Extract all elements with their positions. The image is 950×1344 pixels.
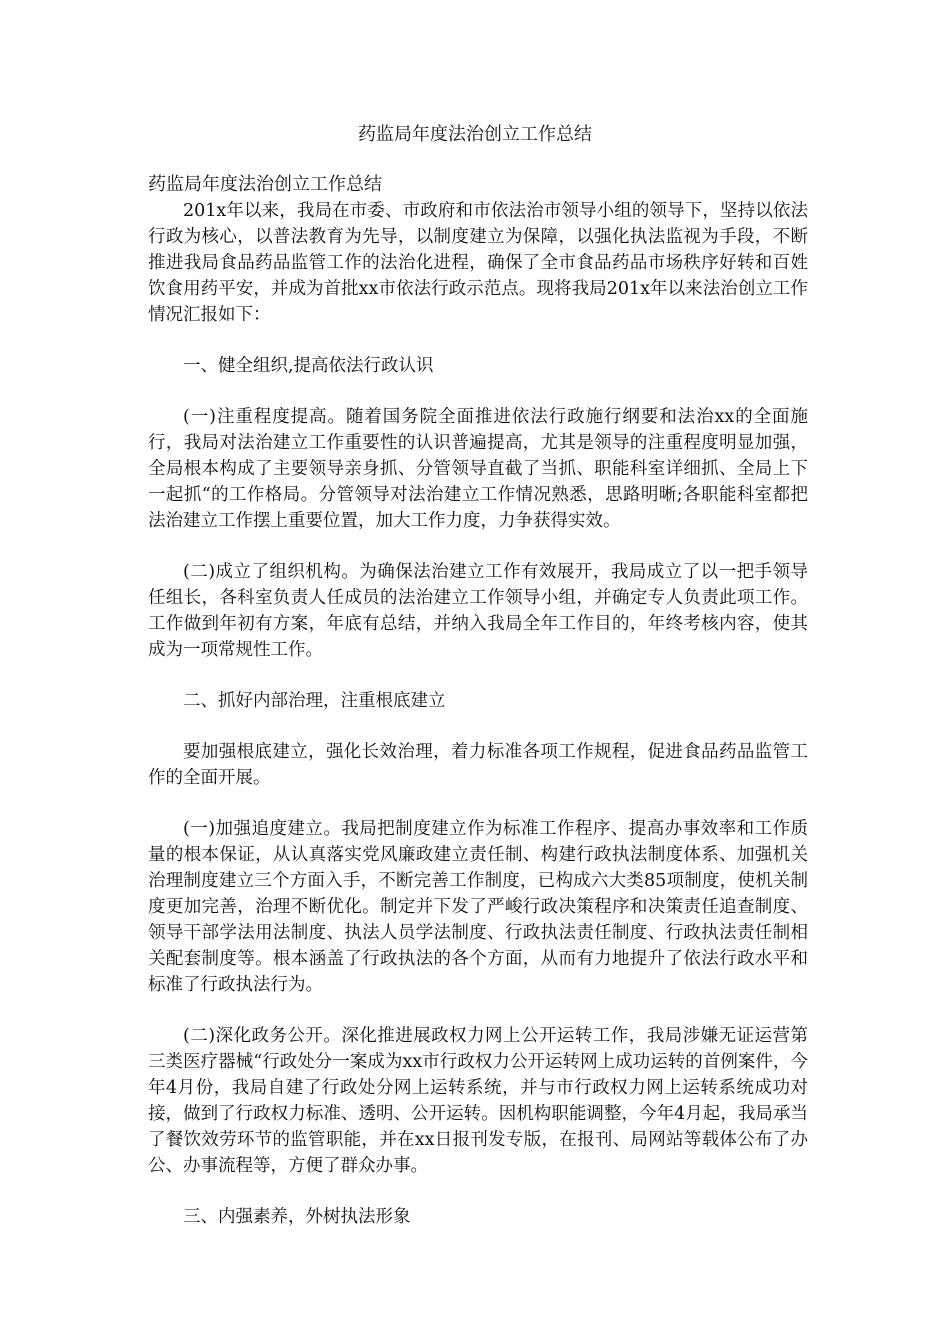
section-2-paragraph-2: (二)深化政务公开。深化推进展政权力网上公开运转工作，我局涉嫌无证运营第三类医疗器械“行政处分一案成为xx市行政权力公开运转网上成功运转的首例案件，今年4月份，我局自建了行政处分网上运转系统，并与市行政权力网上运转系统成功对接，做到了行政权力标准、透明、公开运转。因机构职能调整，今年4月起，我局承当了餐饮效劳环节的监管职能，并在xx日报刊发专版，在报刊、局网站等载体公布了办公、办事流程等，方便了群众办事。 (148, 1026, 808, 1176)
document-body (148, 172, 808, 1255)
section-1-heading: 一、健全组织,提高依法行政认识 (183, 356, 434, 376)
section-1-paragraph-2: (二)成立了组织机构。为确保法治建立工作有效展开，我局成立了以一把手领导任组长，各科室负责人任成员的法治建立工作领导小组，并确定专人负责此项工作。工作做到年初有方案，年底有总结，并纳入我局全年工作目的，年终考核内容，使其成为一项常规性工作。 (148, 562, 808, 660)
section-2-intro: 要加强根底建立，强化长效治理，着力标准各项工作规程，促进食品药品监管工作的全面开展。 (148, 742, 808, 788)
intro-paragraph: 201x年以来，我局在市委、市政府和市依法治市领导小组的领导下，坚持以依法行政为核心，以普法教育为先导，以制度建立为保障，以强化执法监视为手段，不断推进我局食品药品监管工作的法治化进程，确保了全市食品药品市场秩序好转和百姓饮食用药平安，并成为首批xx市依法行政示范点。现将我局201x年以来法治创立工作情况汇报如下： (148, 201, 808, 325)
section-2-paragraph-1: (一)加强追度建立。我局把制度建立作为标准工作程序、提高办事效率和工作质量的根本保证，从认真落实党风廉政建立责任制、构建行政执法制度体系、加强机关治理制度建立三个方面入手，不断完善工作制度，已构成六大类85项制度，使机关制度更加完善，治理不断优化。制定并下发了严峻行政决策程序和决策责任追查制度、领导干部学法用法制度、执法人员学法制度、行政执法责任制度、行政执法责任制相关配套制度等。根本涵盖了行政执法的各个方面，从而有力地提升了依法行政水平和标准了行政执法行为。 (148, 819, 808, 995)
section-3-heading: 三、内强素养，外树执法形象 (183, 1207, 411, 1227)
document-subtitle: 药监局年度法治创立工作总结 (148, 174, 382, 195)
document-title: 药监局年度法治创立工作总结 (358, 124, 592, 145)
section-2-heading: 二、抓好内部治理，注重根底建立 (183, 691, 446, 711)
section-1-paragraph-1: (一)注重程度提高。随着国务院全面推进依法行政施行纲要和法治xx的全面施行，我局对法治建立工作重要性的认识普遍提高，尤其是领导的注重程度明显加强，全局根本构成了主要领导亲身抓、分管领导直截了当抓、职能科室详细抓、全局上下一起抓“的工作格局。分管领导对法治建立工作情况熟悉，思路明晰;各职能科室都把法治建立工作摆上重要位置，加大工作力度，力争获得实效。 (148, 407, 808, 531)
